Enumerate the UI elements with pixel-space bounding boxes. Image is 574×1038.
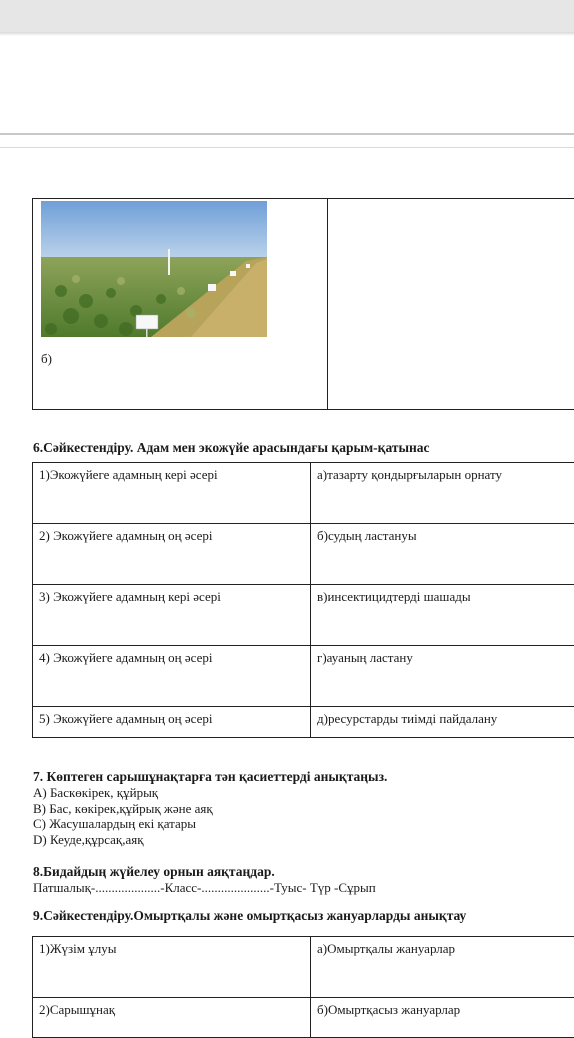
page-separator-light: [0, 147, 574, 148]
q6-left-cell: 3) Экожүйеге адамның кері әсері: [33, 585, 311, 646]
option-d: D) Кеуде,құрсақ,аяқ: [33, 832, 213, 848]
table-row: [33, 707, 574, 738]
table-row: [33, 998, 574, 1038]
q6-right-cell: а)тазарту қондырғыларын орнату: [311, 463, 574, 524]
q6-right-cell: б)судың ластануы: [311, 524, 574, 585]
q9-left-cell: 2)Сарышұнақ: [33, 998, 311, 1038]
photo-label: б): [41, 351, 52, 367]
question-8-fill-line: Патшалық-....................-Класс-.....................-Туыс- Түр -Сұрып: [33, 880, 376, 896]
q6-right-cell: в)инсектицидтерді шашады: [311, 585, 574, 646]
viewer-top-bar: [0, 0, 574, 33]
question-8-title: 8.Бидайдың жүйелеу орнын аяқтаңдар.: [33, 864, 275, 880]
table-row: [33, 646, 574, 707]
option-b: B) Бас, көкірек,құйрық және аяқ: [33, 801, 213, 817]
q6-left-cell: 1)Экожүйеге адамның кері әсері: [33, 463, 311, 524]
question-7-options: [33, 785, 213, 847]
question-6-title: 6.Сәйкестендіру. Адам мен экожүйе арасындағы қарым-қатынас: [33, 440, 430, 456]
table-cell-divider: [327, 199, 328, 409]
q9-right-cell: а)Омыртқалы жануарлар: [311, 937, 574, 998]
page-separator: [0, 133, 574, 135]
table-row: [33, 937, 574, 998]
field-photo: [41, 201, 267, 337]
q6-left-cell: 4) Экожүйеге адамның оң әсері: [33, 646, 311, 707]
q6-left-cell: 5) Экожүйеге адамның оң әсері: [33, 707, 311, 738]
q9-right-cell: б)Омыртқасыз жануарлар: [311, 998, 574, 1038]
photo-table: [32, 198, 574, 410]
q6-right-cell: д)ресурстарды тиімді пайдалану: [311, 707, 574, 738]
option-a: A) Баскөкірек, құйрық: [33, 785, 213, 801]
q9-left-cell: 1)Жүзім ұлуы: [33, 937, 311, 998]
table-row: [33, 463, 574, 524]
question-9-table: [32, 936, 574, 1038]
q6-left-cell: 2) Экожүйеге адамның оң әсері: [33, 524, 311, 585]
table-row: [33, 585, 574, 646]
table-row: [33, 524, 574, 585]
top-bar-shadow: [0, 32, 574, 36]
q6-right-cell: г)ауаның ластану: [311, 646, 574, 707]
question-6-table: [32, 462, 574, 738]
question-7-title: 7. Көптеген сарышұнақтарға тән қасиеттерді анықтаңыз.: [33, 769, 387, 785]
question-9-title: 9.Сәйкестендіру.Омыртқалы және омыртқасыз жануарларды анықтау: [33, 908, 466, 924]
field-photo-image: [41, 201, 267, 337]
option-c: C) Жасушалардың екі қатары: [33, 816, 213, 832]
